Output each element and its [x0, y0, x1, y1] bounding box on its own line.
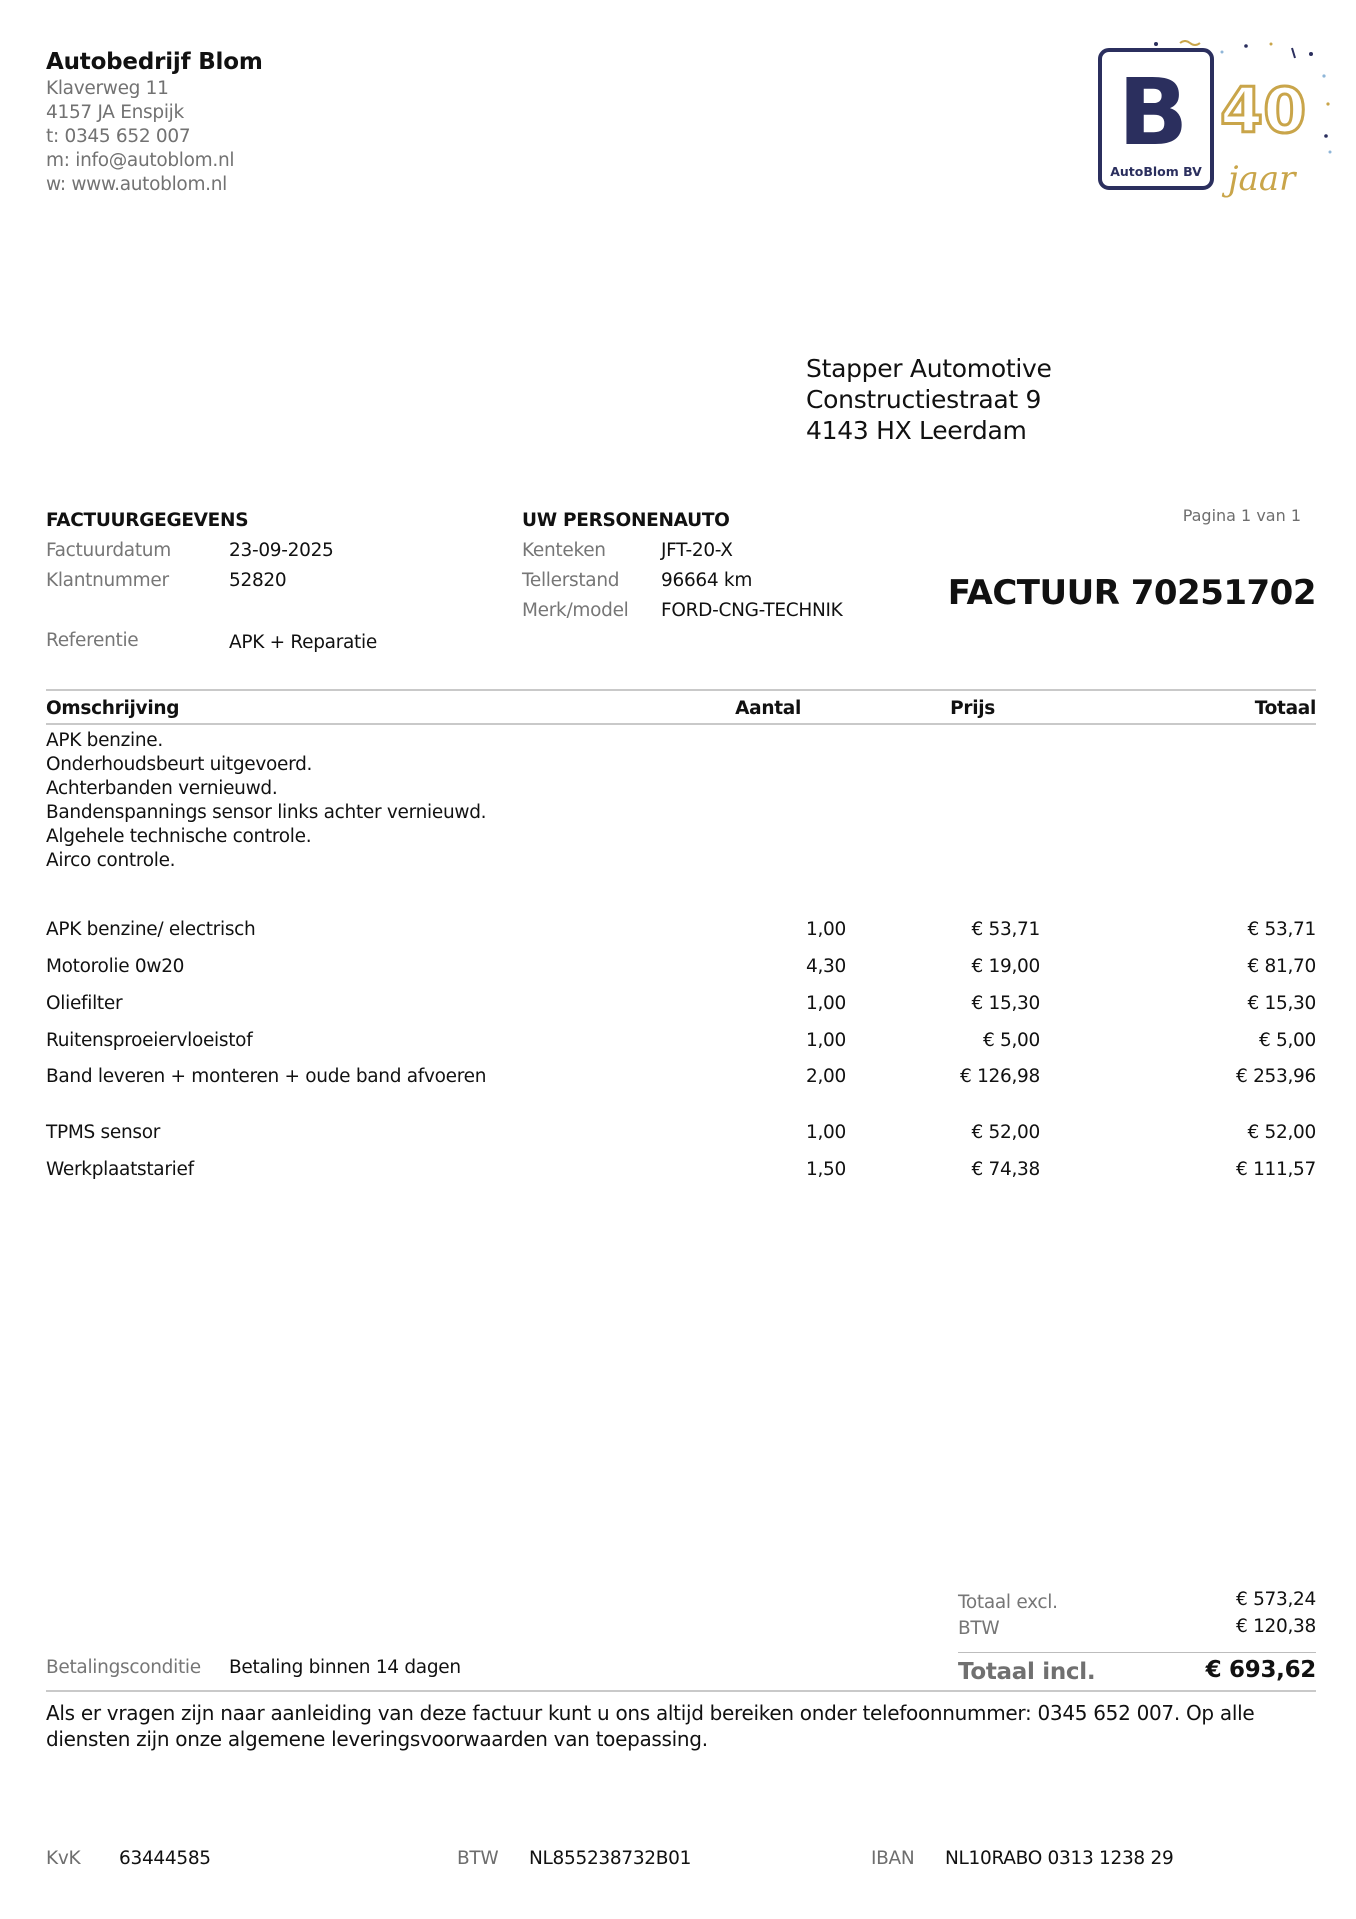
- row-quantity: 1,00: [806, 1030, 846, 1051]
- logo-letter: B: [1118, 59, 1189, 166]
- row-description: Oliefilter: [46, 993, 123, 1014]
- row-price: € 15,30: [971, 993, 1040, 1014]
- btw-label: BTW: [457, 1848, 499, 1869]
- reference-value: APK + Reparatie: [229, 632, 377, 653]
- recipient-name: Stapper Automotive: [806, 354, 1052, 383]
- row-description: APK benzine/ electrisch: [46, 919, 256, 940]
- grand-total-label: Totaal incl.: [958, 1659, 1096, 1685]
- row-description: Werkplaatstarief: [46, 1159, 194, 1180]
- company-phone: t: 0345 652 007: [46, 126, 191, 147]
- row-description: TPMS sensor: [46, 1122, 161, 1143]
- invoice-title: FACTUUR 70251702: [947, 573, 1316, 613]
- page-indicator: Pagina 1 van 1: [1182, 506, 1301, 525]
- recipient-street: Constructiestraat 9: [806, 385, 1042, 414]
- row-price: € 52,00: [971, 1122, 1040, 1143]
- work-description-line: Airco controle.: [46, 850, 176, 871]
- note-rule: [46, 1690, 1316, 1692]
- table-row: [46, 1159, 1316, 1185]
- table-top-rule: [46, 689, 1316, 691]
- invoice-date-value: 23-09-2025: [229, 540, 334, 561]
- row-quantity: 2,00: [806, 1066, 846, 1087]
- row-quantity: 1,00: [806, 1122, 846, 1143]
- row-description: Motorolie 0w20: [46, 956, 185, 977]
- row-total: € 253,96: [1236, 1066, 1316, 1087]
- row-price: € 74,38: [971, 1159, 1040, 1180]
- row-quantity: 4,30: [806, 956, 846, 977]
- recipient-address: [806, 353, 1052, 446]
- work-description-line: APK benzine.: [46, 730, 163, 751]
- make-model-value: FORD-CNG-TECHNIK: [661, 600, 843, 621]
- company-email: m: info@autoblom.nl: [46, 150, 235, 171]
- invoice-date-label: Factuurdatum: [46, 540, 171, 561]
- row-quantity: 1,50: [806, 1159, 846, 1180]
- payment-condition-label: Betalingsconditie: [46, 1657, 201, 1678]
- odometer-label: Tellerstand: [522, 570, 620, 591]
- work-description-line: Achterbanden vernieuwd.: [46, 778, 278, 799]
- payment-condition-value: Betaling binnen 14 dagen: [229, 1657, 461, 1678]
- table-header-rule: [46, 723, 1316, 725]
- btw-value: NL855238732B01: [529, 1848, 692, 1869]
- table-row: [46, 1066, 1316, 1092]
- column-header-description: Omschrijving: [46, 698, 180, 719]
- make-model-label: Merk/model: [522, 600, 629, 621]
- work-description-line: Bandenspannings sensor links achter vernieuwd.: [46, 802, 487, 823]
- invoice-details-heading: FACTUURGEGEVENS: [46, 510, 249, 531]
- totals-rule: [958, 1652, 1316, 1653]
- row-total: € 5,00: [1258, 1030, 1316, 1051]
- column-header-price: Prijs: [950, 698, 995, 719]
- vehicle-heading: UW PERSONENAUTO: [522, 510, 730, 531]
- work-description-line: Onderhoudsbeurt uitgevoerd.: [46, 754, 313, 775]
- row-quantity: 1,00: [806, 993, 846, 1014]
- table-row: [46, 919, 1316, 945]
- table-row: [46, 1030, 1316, 1056]
- subtotal-label: Totaal excl.: [958, 1592, 1058, 1613]
- row-quantity: 1,00: [806, 919, 846, 940]
- license-plate-label: Kenteken: [522, 540, 606, 561]
- kvk-value: 63444585: [119, 1848, 211, 1869]
- recipient-city: 4143 HX Leerdam: [806, 416, 1027, 445]
- odometer-value: 96664 km: [661, 570, 753, 591]
- column-header-total: Totaal: [1254, 698, 1316, 719]
- row-price: € 19,00: [971, 956, 1040, 977]
- row-total: € 81,70: [1247, 956, 1316, 977]
- row-total: € 52,00: [1247, 1122, 1316, 1143]
- customer-number-label: Klantnummer: [46, 570, 169, 591]
- logo-caption: AutoBlom BV: [1110, 164, 1202, 179]
- row-description: Band leveren + monteren + oude band afvoeren: [46, 1066, 487, 1087]
- company-logo: [1096, 40, 1336, 210]
- iban-label: IBAN: [871, 1848, 915, 1869]
- vat-label: BTW: [958, 1618, 1000, 1639]
- logo-number: 40: [1220, 74, 1307, 147]
- iban-value: NL10RABO 0313 1238 29: [945, 1848, 1174, 1869]
- kvk-label: KvK: [46, 1848, 81, 1869]
- company-block: [46, 47, 263, 197]
- company-website: w: www.autoblom.nl: [46, 174, 228, 195]
- table-row: [46, 1122, 1316, 1148]
- vat-value: € 120,38: [1236, 1616, 1316, 1637]
- column-header-quantity: Aantal: [735, 698, 801, 719]
- work-description: [46, 729, 486, 873]
- work-description-line: Algehele technische controle.: [46, 826, 312, 847]
- row-price: € 126,98: [960, 1066, 1040, 1087]
- row-total: € 53,71: [1247, 919, 1316, 940]
- company-name: Autobedrijf Blom: [46, 49, 263, 75]
- logo-script: jaar: [1228, 159, 1296, 199]
- row-price: € 5,00: [982, 1030, 1040, 1051]
- table-row: [46, 956, 1316, 982]
- customer-number-value: 52820: [229, 570, 287, 591]
- row-price: € 53,71: [971, 919, 1040, 940]
- row-total: € 111,57: [1236, 1159, 1316, 1180]
- invoice-note: Als er vragen zijn naar aanleiding van deze factuur kunt u ons altijd bereiken onder telefoonnummer: 0345 652 007. Op alle diensten zijn onze algemene leveringsvoorwaarden van toepassing.: [46, 1701, 1255, 1751]
- company-street: Klaverweg 11: [46, 78, 169, 99]
- table-row: [46, 993, 1316, 1019]
- grand-total-value: € 693,62: [1205, 1657, 1316, 1683]
- subtotal-value: € 573,24: [1236, 1589, 1316, 1610]
- row-description: Ruitensproeiervloeistof: [46, 1030, 253, 1051]
- company-city: 4157 JA Enspijk: [46, 102, 184, 123]
- reference-label: Referentie: [46, 630, 139, 651]
- row-total: € 15,30: [1247, 993, 1316, 1014]
- license-plate-value: JFT-20-X: [661, 540, 733, 561]
